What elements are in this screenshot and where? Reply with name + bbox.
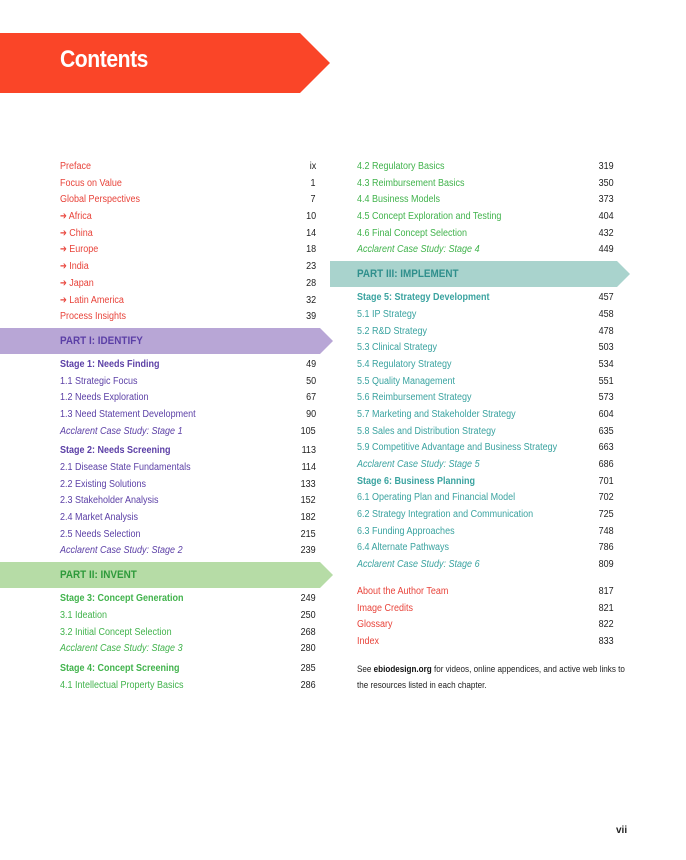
page-number-ref: 604 bbox=[598, 408, 614, 420]
page-number-ref: 250 bbox=[300, 609, 316, 621]
page-number-ref: 280 bbox=[300, 643, 316, 655]
toc-right-column bbox=[357, 159, 625, 694]
front-matter-entry[interactable] bbox=[60, 259, 316, 276]
toc-entry-title: 5.3 Clinical Strategy bbox=[357, 342, 438, 354]
toc-entry-title: Stage 6: Business Planning bbox=[357, 475, 476, 487]
page-number-ref: 215 bbox=[300, 528, 316, 540]
page-number-ref: 105 bbox=[300, 425, 316, 437]
chapter-entry[interactable] bbox=[357, 540, 614, 557]
footnote-prefix: See bbox=[357, 663, 374, 674]
toc-entry-title bbox=[60, 226, 93, 243]
toc-entry-title: 5.5 Quality Management bbox=[357, 375, 456, 387]
page-number-ref: 268 bbox=[300, 626, 316, 638]
chapter-entry[interactable] bbox=[60, 625, 316, 642]
front-matter-entry[interactable] bbox=[60, 176, 316, 193]
back-matter-entry[interactable] bbox=[357, 584, 614, 601]
page-number-ref: 49 bbox=[305, 358, 316, 370]
page-number-ref: 449 bbox=[598, 244, 614, 256]
toc-entry-title: 4.5 Concept Exploration and Testing bbox=[357, 211, 502, 223]
toc-entry-title: 2.2 Existing Solutions bbox=[60, 478, 147, 490]
page-number-ref: 50 bbox=[305, 375, 316, 387]
toc-entry-title: Acclarent Case Study: Stage 3 bbox=[60, 643, 183, 655]
front-matter-entry[interactable] bbox=[60, 276, 316, 293]
front-matter-entry[interactable] bbox=[60, 293, 316, 310]
page-number-ref: 152 bbox=[300, 495, 316, 507]
page-number-ref: 701 bbox=[598, 475, 614, 487]
page-number-ref: 114 bbox=[301, 462, 316, 473]
toc-entry-title: 6.3 Funding Approaches bbox=[357, 525, 455, 537]
part-label: PART I: IDENTIFY bbox=[60, 334, 143, 347]
toc-entry-title: Image Credits bbox=[357, 602, 414, 614]
toc-entry-title: 3.1 Ideation bbox=[60, 609, 108, 621]
region-label: Japan bbox=[69, 277, 94, 289]
page-number-ref: 350 bbox=[598, 177, 614, 189]
chapter-entry[interactable] bbox=[357, 357, 614, 374]
toc-entry-title: Acclarent Case Study: Stage 1 bbox=[60, 425, 183, 437]
page-number-ref: 817 bbox=[598, 585, 614, 597]
page-number-ref: 7 bbox=[310, 194, 316, 206]
page-number-ref: 702 bbox=[598, 492, 614, 504]
page-number-ref: 67 bbox=[305, 392, 316, 404]
toc-entry-title: Stage 4: Concept Screening bbox=[60, 662, 180, 674]
toc-entry-title bbox=[60, 293, 124, 310]
chapter-entry[interactable] bbox=[357, 440, 614, 457]
toc-entry-title: 4.2 Regulatory Basics bbox=[357, 161, 445, 172]
region-label: Africa bbox=[68, 211, 92, 223]
page-number-ref: 239 bbox=[300, 545, 316, 557]
page-number-ref: 748 bbox=[598, 525, 614, 537]
toc-entry-title: About the Author Team bbox=[357, 585, 449, 597]
chapter-entry[interactable] bbox=[357, 424, 614, 441]
arrow-icon: ➔ bbox=[60, 211, 69, 223]
toc-entry-title: 2.3 Stakeholder Analysis bbox=[60, 495, 159, 507]
toc-entry-title: 2.1 Disease State Fundamentals bbox=[60, 462, 191, 473]
front-matter-entry[interactable] bbox=[60, 309, 316, 326]
toc-entry-title: 6.1 Operating Plan and Financial Model bbox=[357, 492, 516, 504]
chapter-entry[interactable] bbox=[357, 209, 614, 226]
toc-entry-title: Glossary bbox=[357, 619, 393, 631]
page-number-ref: 182 bbox=[300, 512, 316, 524]
stage-heading[interactable] bbox=[60, 591, 316, 608]
region-label: India bbox=[69, 261, 89, 273]
toc-entry-title bbox=[60, 259, 89, 276]
chapter-entry[interactable] bbox=[60, 510, 316, 527]
toc-entry-title: Acclarent Case Study: Stage 5 bbox=[357, 459, 480, 470]
chapter-entry[interactable] bbox=[60, 527, 316, 544]
region-label: Europe bbox=[69, 244, 99, 256]
part-label: PART II: INVENT bbox=[60, 569, 137, 582]
chapter-entry[interactable] bbox=[60, 460, 316, 477]
page-number-ref: 373 bbox=[598, 194, 614, 206]
case-study-entry[interactable] bbox=[357, 457, 614, 474]
chapter-entry[interactable] bbox=[357, 192, 614, 209]
toc-left-column bbox=[60, 159, 316, 694]
chapter-entry[interactable] bbox=[60, 407, 316, 424]
chapter-entry[interactable] bbox=[60, 477, 316, 494]
toc-entry-title: 5.8 Sales and Distribution Strategy bbox=[357, 425, 496, 437]
website-link[interactable]: ebiodesign.org bbox=[373, 663, 432, 674]
toc-entry-title: 5.2 R&D Strategy bbox=[357, 325, 428, 337]
chapter-entry[interactable] bbox=[357, 340, 614, 357]
page-number-ref: 113 bbox=[301, 445, 316, 457]
toc-entry-title: Acclarent Case Study: Stage 6 bbox=[357, 559, 480, 571]
toc-entry-title: 5.7 Marketing and Stakeholder Strategy bbox=[357, 408, 516, 420]
page-number-ref: 10 bbox=[305, 211, 316, 223]
page-number-ref: 635 bbox=[598, 425, 614, 437]
toc-entry-title: Stage 5: Strategy Development bbox=[357, 292, 490, 304]
front-matter-entry[interactable] bbox=[60, 159, 316, 176]
page-number-ref: 286 bbox=[300, 679, 316, 691]
part-banner-invent bbox=[0, 562, 316, 588]
case-study-entry[interactable] bbox=[60, 424, 316, 441]
page-number-ref: 23 bbox=[305, 261, 316, 273]
case-study-entry[interactable] bbox=[357, 242, 614, 259]
toc-entry-title: 2.5 Needs Selection bbox=[60, 528, 141, 540]
chapter-entry[interactable] bbox=[357, 374, 614, 391]
chapter-entry[interactable] bbox=[357, 159, 614, 176]
page-number-ref: 319 bbox=[598, 161, 614, 172]
page-number-ref: 432 bbox=[598, 227, 614, 239]
chapter-entry[interactable] bbox=[357, 226, 614, 243]
toc-entry-title: 3.2 Initial Concept Selection bbox=[60, 626, 172, 638]
chapter-entry[interactable] bbox=[357, 390, 614, 407]
page-number-ref: 821 bbox=[598, 602, 614, 614]
back-matter-entry[interactable] bbox=[357, 617, 614, 634]
part1-list bbox=[60, 357, 316, 560]
footnote-suffix: for videos, online appendices, and active web links to the resources listed in each chapter. bbox=[357, 663, 625, 691]
front-matter-entry[interactable] bbox=[60, 242, 316, 259]
page-number-ref: 28 bbox=[305, 277, 316, 289]
page-number-ref: 725 bbox=[598, 509, 614, 521]
toc-entry-title: 5.4 Regulatory Strategy bbox=[357, 358, 452, 370]
case-study-entry[interactable] bbox=[60, 641, 316, 658]
toc-entry-title: 2.4 Market Analysis bbox=[60, 512, 139, 524]
front-matter-entry[interactable] bbox=[60, 226, 316, 243]
chapter-entry[interactable] bbox=[357, 176, 614, 193]
chapter-entry[interactable] bbox=[357, 307, 614, 324]
part-banner-identify bbox=[0, 328, 316, 354]
page-number-ref: 18 bbox=[305, 244, 316, 256]
chapter-entry[interactable] bbox=[357, 324, 614, 341]
toc-entry-title: Focus on Value bbox=[60, 177, 122, 189]
toc-entry-title bbox=[60, 242, 98, 259]
page-number-ref: 478 bbox=[598, 325, 614, 337]
chapter-entry[interactable] bbox=[60, 608, 316, 625]
back-matter-entry[interactable] bbox=[357, 634, 614, 651]
page-number-ref: 457 bbox=[598, 292, 614, 304]
arrow-icon: ➔ bbox=[60, 277, 70, 289]
region-label: Latin America bbox=[69, 294, 124, 306]
case-study-entry[interactable] bbox=[357, 557, 614, 574]
chapter-entry[interactable] bbox=[357, 407, 614, 424]
toc-entry-title: 1.1 Strategic Focus bbox=[60, 375, 138, 387]
part-banner-implement bbox=[330, 261, 614, 287]
toc-entry-title: 1.3 Need Statement Development bbox=[60, 408, 196, 420]
page-number-ref: 32 bbox=[305, 294, 316, 306]
arrow-icon: ➔ bbox=[60, 244, 70, 256]
front-matter-entry[interactable] bbox=[60, 192, 316, 209]
stage-heading[interactable] bbox=[357, 474, 614, 491]
toc-entry-title: 4.6 Final Concept Selection bbox=[357, 227, 468, 239]
case-study-entry[interactable] bbox=[60, 543, 316, 560]
page-number-ref: 573 bbox=[598, 392, 614, 404]
toc-entry-title: Acclarent Case Study: Stage 4 bbox=[357, 244, 480, 256]
part-banner-shape bbox=[0, 562, 334, 588]
contents-banner bbox=[0, 33, 330, 93]
page-number-ref: 663 bbox=[598, 442, 614, 454]
stage-heading[interactable] bbox=[357, 290, 614, 307]
chapter-entry[interactable] bbox=[60, 678, 316, 695]
front-matter-list bbox=[60, 159, 316, 326]
page-number-ref: 503 bbox=[598, 342, 614, 354]
back-matter-list bbox=[357, 584, 614, 651]
toc-entry-title: 4.4 Business Models bbox=[357, 194, 441, 206]
toc-entry-title: Index bbox=[357, 635, 380, 647]
website-footnote bbox=[357, 661, 627, 694]
part2-list bbox=[60, 591, 316, 694]
page-number-ref: 458 bbox=[598, 308, 614, 320]
page-title: Contents bbox=[60, 46, 148, 73]
page-number-ref: 809 bbox=[598, 559, 614, 571]
toc-entry-title: 6.4 Alternate Pathways bbox=[357, 542, 450, 554]
stage4-continued-list bbox=[357, 159, 614, 259]
arrow-icon: ➔ bbox=[60, 294, 70, 306]
stage-heading[interactable] bbox=[60, 443, 316, 460]
page-number-ref: 551 bbox=[598, 375, 614, 387]
chapter-entry[interactable] bbox=[60, 390, 316, 407]
page-number-ref: 90 bbox=[305, 408, 316, 420]
page-number-ref: 833 bbox=[598, 635, 614, 647]
banner-arrow-shape bbox=[0, 33, 330, 93]
page-number-ref: 404 bbox=[598, 211, 614, 223]
page-number-ref: 39 bbox=[305, 311, 316, 323]
toc-entry-title: Stage 1: Needs Finding bbox=[60, 358, 160, 370]
page-number-ref: 686 bbox=[598, 459, 614, 470]
toc-entry-title: 5.9 Competitive Advantage and Business Strategy bbox=[357, 442, 558, 454]
part-label: PART III: IMPLEMENT bbox=[357, 268, 459, 281]
page-number-ref: 786 bbox=[598, 542, 614, 554]
page-number-ref: 285 bbox=[300, 662, 316, 674]
toc-entry-title: Global Perspectives bbox=[60, 194, 141, 206]
chapter-entry[interactable] bbox=[60, 493, 316, 510]
toc-entry-title bbox=[60, 276, 94, 293]
toc-entry-title: Preface bbox=[60, 161, 92, 172]
part3-list bbox=[357, 290, 614, 574]
chapter-entry[interactable] bbox=[357, 507, 614, 524]
page-number-ref: 822 bbox=[598, 619, 614, 631]
stage-heading[interactable] bbox=[60, 661, 316, 678]
page-number-ref: 133 bbox=[300, 478, 316, 490]
toc-entry-title: 1.2 Needs Exploration bbox=[60, 392, 149, 404]
region-label: China bbox=[69, 227, 93, 239]
toc-entry-title bbox=[60, 209, 92, 226]
page-number-ref: ix bbox=[309, 161, 316, 172]
page-number: vii bbox=[616, 825, 628, 836]
part-banner-shape bbox=[0, 328, 334, 354]
arrow-icon: ➔ bbox=[60, 261, 70, 273]
chapter-entry[interactable] bbox=[357, 490, 614, 507]
toc-entry-title: 5.1 IP Strategy bbox=[357, 308, 417, 320]
toc-entry-title: 4.1 Intellectual Property Basics bbox=[60, 679, 184, 691]
page-number-ref: 1 bbox=[310, 177, 316, 189]
page-number-ref: 14 bbox=[305, 227, 316, 239]
toc-entry-title: 5.6 Reimbursement Strategy bbox=[357, 392, 472, 404]
stage-heading[interactable] bbox=[60, 357, 316, 374]
chapter-entry[interactable] bbox=[60, 374, 316, 391]
back-matter-entry[interactable] bbox=[357, 601, 614, 618]
page-number-ref: 534 bbox=[598, 358, 614, 370]
arrow-icon: ➔ bbox=[60, 227, 70, 239]
toc-entry-title: Stage 3: Concept Generation bbox=[60, 593, 184, 605]
chapter-entry[interactable] bbox=[357, 524, 614, 541]
toc-entry-title: Stage 2: Needs Screening bbox=[60, 445, 171, 457]
front-matter-entry[interactable] bbox=[60, 209, 316, 226]
toc-entry-title: 6.2 Strategy Integration and Communication bbox=[357, 509, 534, 521]
toc-entry-title: Process Insights bbox=[60, 311, 127, 323]
toc-entry-title: 4.3 Reimbursement Basics bbox=[357, 177, 465, 189]
toc-entry-title: Acclarent Case Study: Stage 2 bbox=[60, 545, 183, 557]
page-number-ref: 249 bbox=[300, 593, 316, 605]
